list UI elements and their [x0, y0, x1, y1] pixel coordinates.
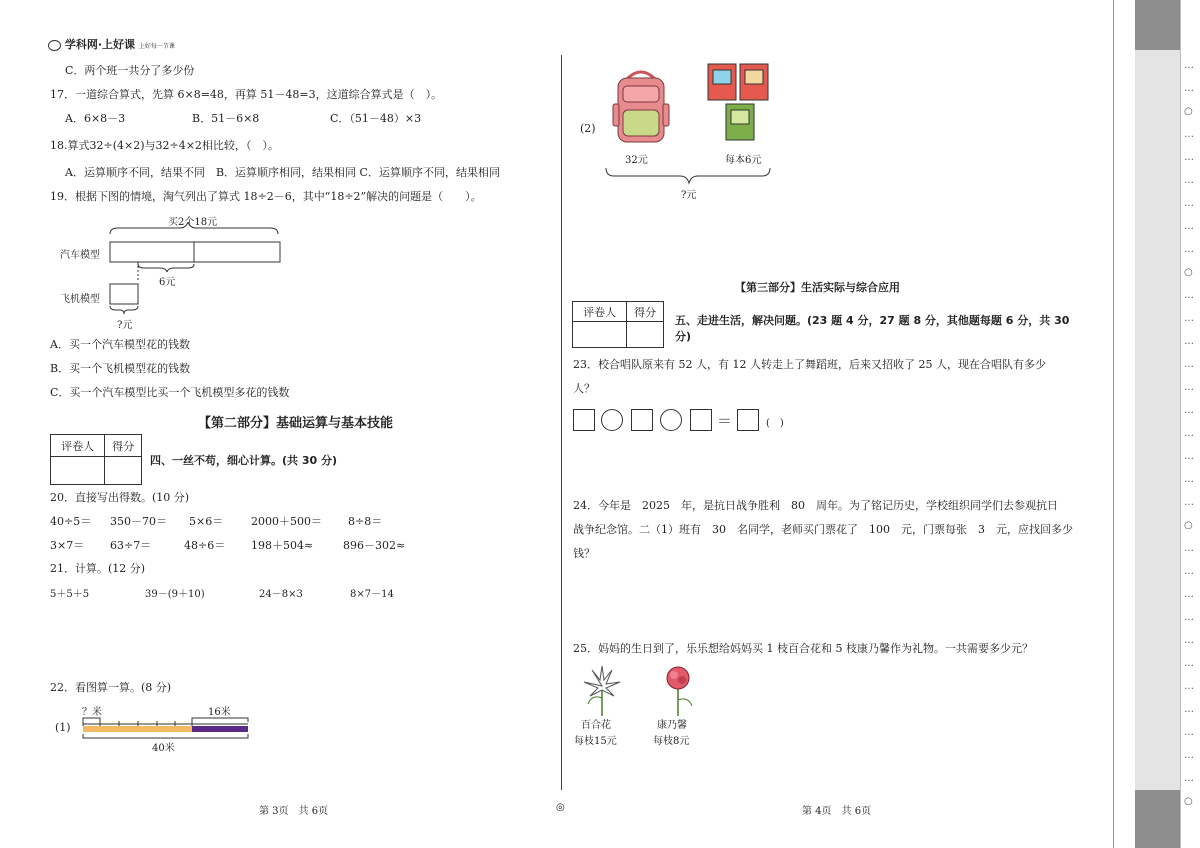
q17-option-a: A．6×8－3 [65, 112, 126, 125]
q19-unknown-label: ?元 [117, 320, 133, 331]
carnation-price: 每枝8元 [653, 736, 690, 747]
q19-option-a: A．买一个汽车模型花的钱数 [50, 338, 190, 351]
q20-r2-c1: 3×7＝ [50, 539, 85, 552]
q23-circle-1[interactable] [601, 409, 623, 431]
seal-line-char: … [1184, 60, 1194, 71]
q25-text: 25．妈妈的生日到了，乐乐想给妈妈买 1 枝百合花和 5 枝康乃馨作为礼物。一共需要多少元？ [573, 642, 1033, 655]
q23-box-3[interactable] [690, 409, 712, 431]
lily-price: 每枝15元 [574, 736, 617, 747]
seal-line-char: … [1184, 428, 1194, 439]
q23-line2: 人？ [573, 382, 595, 395]
score-table-right [572, 301, 664, 348]
q17-option-c: C．（51－48）×3 [330, 112, 422, 125]
q22-orange-segment [83, 726, 192, 732]
footer-left: 第 3页 共 6页 [259, 806, 329, 817]
lily-name: 百合花 [581, 720, 611, 731]
q19-option-b: B．买一个飞机模型花的钱数 [50, 362, 191, 375]
q21-item-4: 8×7－14 [350, 589, 394, 600]
seal-line-char: … [1184, 221, 1194, 232]
seal-line-char: … [1184, 704, 1194, 715]
q23-box-result[interactable] [737, 409, 759, 431]
q20-r1-c3: 5×6＝ [189, 515, 224, 528]
seal-line-char: … [1184, 497, 1194, 508]
seal-line-char: … [1184, 451, 1194, 462]
q19-car-label: 汽车模型 [60, 250, 100, 261]
book-price: 每本6元 [725, 155, 762, 166]
seal-line-char: … [1184, 175, 1194, 186]
q23-circle-2[interactable] [660, 409, 682, 431]
books-icon [706, 62, 772, 142]
sec5-title-line2: 分) [675, 330, 692, 343]
binding-line [1113, 0, 1114, 848]
seal-line-char: … [1184, 589, 1194, 600]
seal-line-char: … [1184, 313, 1194, 324]
logo: 学科网·上好课 上好每一节课 [48, 36, 175, 52]
binding-margin-bottom-block [1135, 790, 1180, 848]
score-cell-score[interactable] [627, 322, 664, 348]
footer-right: 第 4页 共 6页 [802, 806, 872, 817]
score-header-score: 得分 [105, 435, 142, 457]
q20-text: 20．直接写出得数。(10 分) [50, 491, 190, 504]
q17-option-b: B．51－6×8 [192, 112, 260, 125]
logo-icon [48, 40, 61, 51]
q19-plane-label: 飞机模型 [60, 294, 100, 305]
score-cell-score[interactable] [105, 457, 142, 485]
score-table-left [50, 434, 142, 485]
binding-margin [1135, 0, 1180, 848]
q20-r2-c2: 63÷7＝ [110, 539, 152, 552]
q22-2-brace [604, 166, 774, 186]
q20-r1-c4: 2000＋500＝ [251, 515, 322, 528]
q20-r1-c1: 40÷5＝ [50, 515, 92, 528]
seal-line-char: … [1184, 612, 1194, 623]
seal-line-char: … [1184, 773, 1194, 784]
seal-line-char: ○ [1184, 267, 1193, 278]
center-mark: ◎ [556, 802, 565, 813]
part3-title: 【第三部分】生活实际与综合应用 [735, 281, 900, 294]
q22-1-bar [80, 716, 255, 740]
q23-box-2[interactable] [631, 409, 653, 431]
q22-text: 22．看图算一算。(8 分) [50, 681, 172, 694]
q24-line1: 24．今年是 2025 年，是抗日战争胜利 80 周年。为了铭记历史，学校组织同学们去参观抗日 [573, 499, 1058, 512]
score-header-score: 得分 [627, 302, 664, 322]
sec4-title: 四、一丝不苟，细心计算。(共 30 分) [150, 454, 338, 467]
seal-line-char: … [1184, 658, 1194, 669]
seal-line-char: … [1184, 727, 1194, 738]
seal-line-char: … [1184, 290, 1194, 301]
q19-option-c: C．买一个汽车模型比买一个飞机模型多花的钱数 [50, 386, 290, 399]
score-header-grader: 评卷人 [573, 302, 627, 322]
q22-1-unknown: ？米 [82, 707, 102, 718]
seal-line-char: … [1184, 635, 1194, 646]
score-cell-grader[interactable] [51, 457, 105, 485]
backpack-icon [610, 64, 672, 146]
score-header-grader: 评卷人 [51, 435, 105, 457]
part2-title: 【第二部分】基础运算与基本技能 [198, 416, 394, 431]
q16-option-c: C．两个班一共分了多少份 [65, 64, 195, 77]
column-divider [561, 55, 562, 790]
q20-r1-c5: 8÷8＝ [348, 515, 383, 528]
q20-r2-c5: 896－302≈ [343, 539, 406, 552]
seal-line-char: … [1184, 474, 1194, 485]
q22-2-total: ?元 [681, 190, 697, 201]
q19-diff-label: 6元 [159, 277, 176, 288]
score-cell-grader[interactable] [573, 322, 627, 348]
q21-text: 21．计算。(12 分) [50, 562, 146, 575]
seal-line-char: ○ [1184, 796, 1193, 807]
seal-line-char: … [1184, 83, 1194, 94]
seal-line-char: … [1184, 198, 1194, 209]
q22-purple-segment [192, 726, 248, 732]
q17-text: 17．一道综合算式，先算 6×8=48，再算 51－48=3，这道综合算式是（ ）。 [50, 88, 443, 101]
seal-line-char: … [1184, 566, 1194, 577]
seal-line-char: … [1184, 382, 1194, 393]
q22-1-right: 16米 [208, 707, 231, 718]
q23-box-1[interactable] [573, 409, 595, 431]
q22-1-num: (1) [55, 721, 71, 734]
q23-line1: 23．校合唱队原来有 52 人，有 12 人转走上了舞蹈班，后来又招收了 25 人，现在合唱队有多少 [573, 358, 1046, 371]
q24-line3: 钱？ [573, 547, 595, 560]
q18-options: A．运算顺序不同，结果不同 B．运算顺序相同，结果相同 C．运算顺序不同，结果相同 [65, 166, 500, 179]
seal-line-char: … [1184, 405, 1194, 416]
seal-line-strip [1180, 0, 1200, 848]
bag-price: 32元 [625, 155, 648, 166]
seal-line-char: … [1184, 129, 1194, 140]
q21-item-3: 24－8×3 [259, 589, 303, 600]
seal-line-char: … [1184, 750, 1194, 761]
seal-line-char: … [1184, 543, 1194, 554]
seal-line-char: ○ [1184, 520, 1193, 531]
q23-unit-paren[interactable]: ( ) [766, 418, 784, 429]
seal-line-char: … [1184, 359, 1194, 370]
q23-equals: ＝ [717, 412, 733, 430]
q24-line2: 战争纪念馆。二（1）班有 30 名同学，老师买门票花了 100 元，门票每张 3 元，应找回多少 [573, 523, 1073, 536]
seal-line-char: ○ [1184, 106, 1193, 117]
seal-line-char: … [1184, 244, 1194, 255]
binding-margin-top-block [1135, 0, 1180, 50]
carnation-icon [656, 664, 700, 716]
carnation-name: 康乃馨 [657, 720, 687, 731]
q19-text: 19．根据下图的情境，淘气列出了算式 18÷2－6，其中“18÷2”解决的问题是（ ）。 [50, 190, 482, 203]
seal-line-char: … [1184, 336, 1194, 347]
q20-r1-c2: 350－70＝ [110, 515, 167, 528]
q22-2-num: (2) [580, 122, 596, 135]
lily-icon [580, 664, 624, 716]
q21-item-2: 39－(9＋10) [145, 589, 205, 600]
q18-text: 18.算式32÷(4×2)与32÷4×2相比较，（ ）。 [50, 139, 279, 152]
q21-item-1: 5＋5＋5 [50, 589, 90, 600]
q20-r2-c4: 198＋504≈ [251, 539, 314, 552]
seal-line-char: … [1184, 152, 1194, 163]
q19-top-label: 买2个18元 [168, 217, 218, 228]
seal-line-char: … [1184, 681, 1194, 692]
q22-1-total: 40米 [152, 743, 175, 754]
sec5-title-line1: 五、走进生活，解决问题。(23 题 4 分，27 题 8 分，其他题每题 6 分，共 30 [675, 314, 1070, 327]
q20-r2-c3: 48÷6＝ [184, 539, 226, 552]
